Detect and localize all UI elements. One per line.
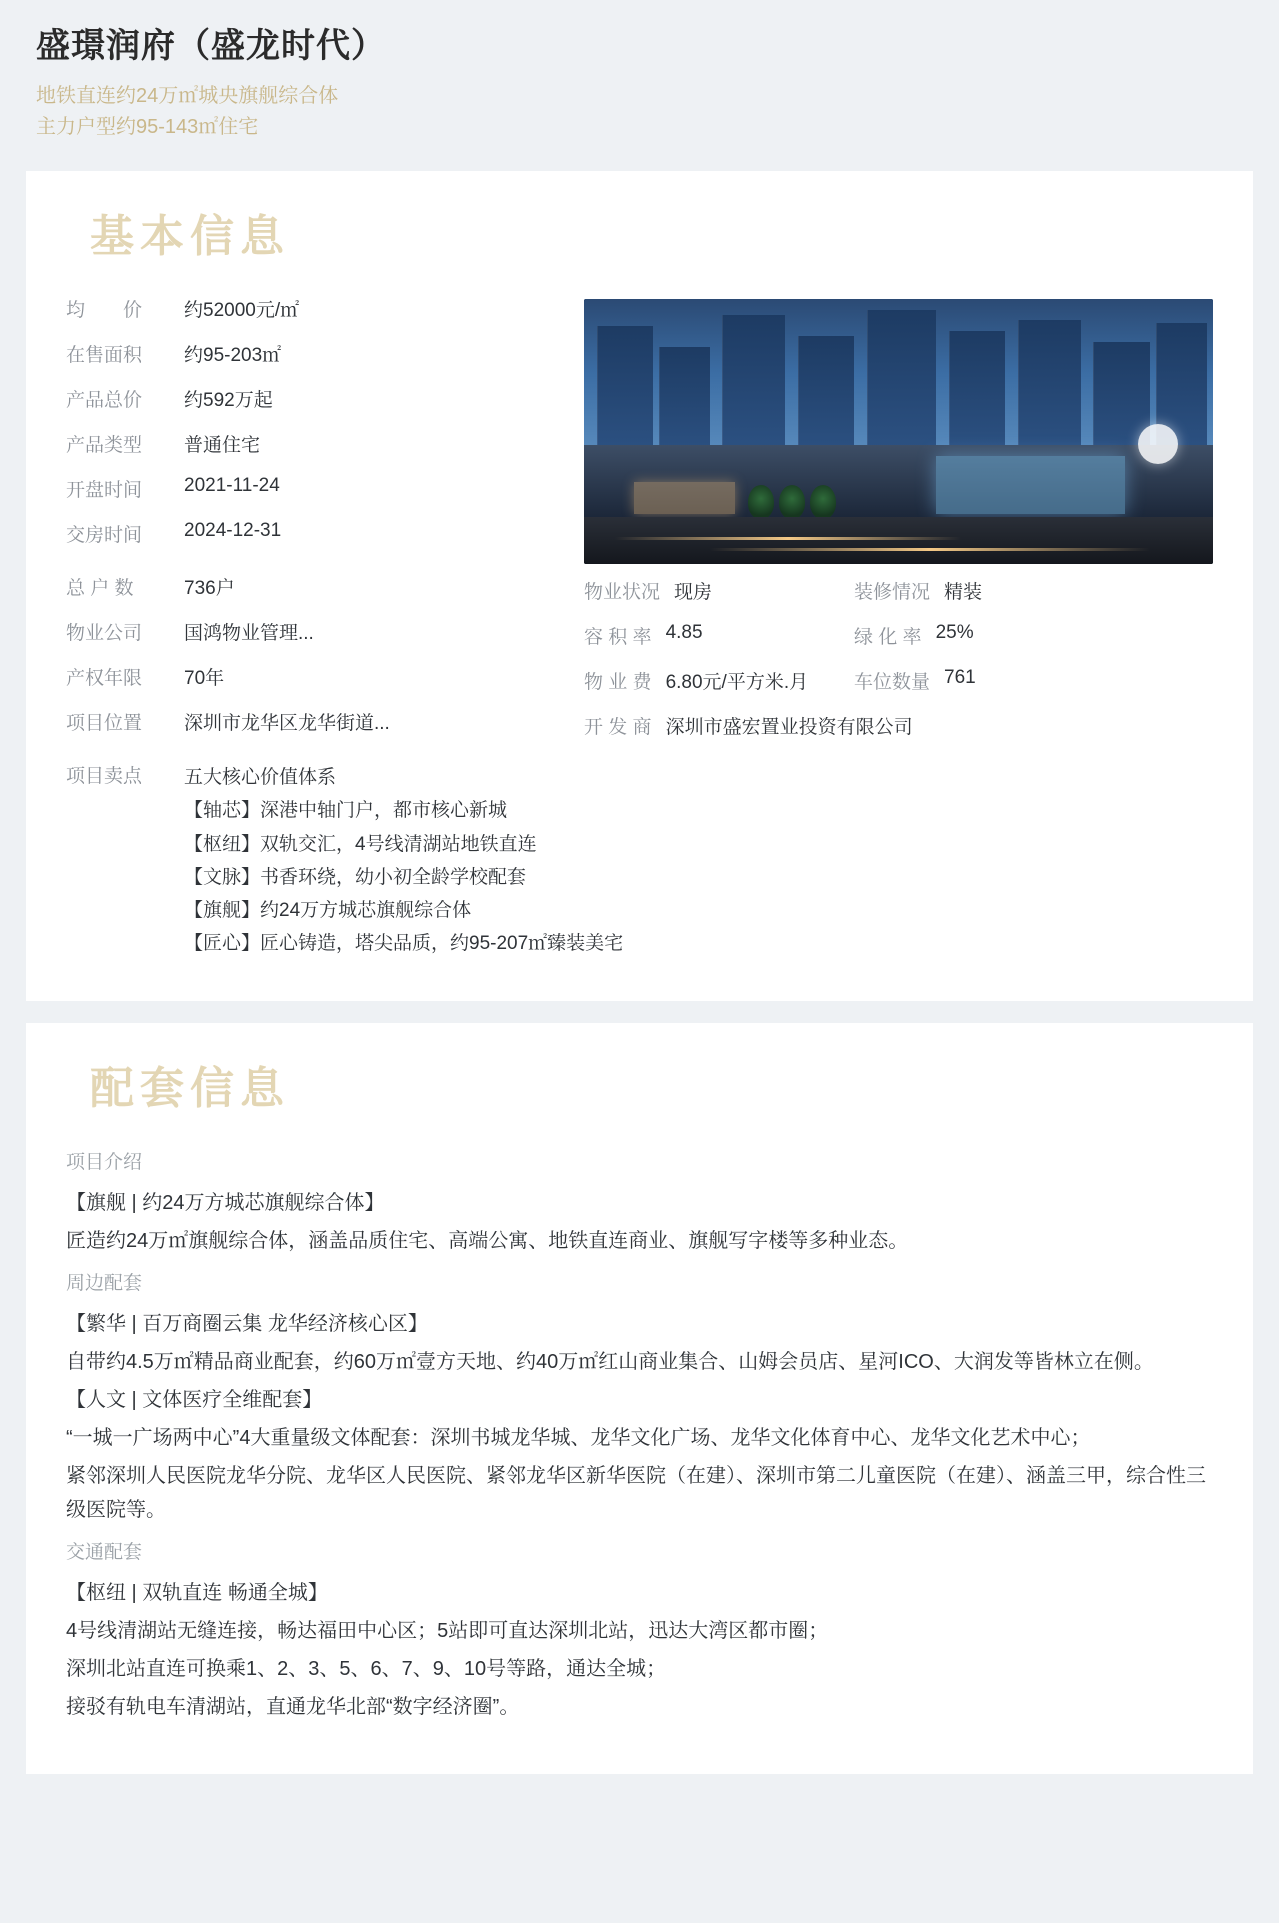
info-label: 产品总价	[66, 390, 143, 412]
group-paragraph: 【旗舰 | 约24万方城芯旗舰综合体】	[66, 1192, 385, 1215]
group-paragraph: 自带约4.5万㎡精品商业配套，约60万㎡壹方天地、约40万㎡红山商业集合、山姆会员店、星河ICO、大润发等皆林立在侧。	[66, 1351, 1154, 1374]
group-paragraph: 【繁华 | 百万商圈云集 龙华经济核心区】	[66, 1313, 428, 1336]
selling-points-body	[184, 761, 623, 961]
info-value: 国鸿物业管理...	[184, 623, 314, 645]
info-row	[66, 430, 566, 457]
basic-info-card	[26, 171, 1253, 1001]
group-paragraph: 匠造约24万㎡旗舰综合体，涵盖品质住宅、高端公寓、地铁直连商业、旗舰写字楼等多种业态。	[66, 1230, 909, 1253]
selling-point-line: 【轴芯】深港中轴门户，都市核心新城	[184, 800, 508, 822]
basic-info-body	[66, 295, 1213, 565]
info-value: 深圳市盛宏置业投资有限公司	[665, 717, 913, 739]
selling-point-line: 【文脉】书香环绕，幼小初全龄学校配套	[184, 866, 527, 888]
info-cell	[584, 577, 854, 604]
info-value: 6.80元/平方米.月	[665, 672, 809, 694]
page-header	[0, 0, 1279, 161]
glass-facade	[634, 482, 735, 514]
group-paragraph: 【人文 | 文体医疗全维配套】	[66, 1389, 323, 1412]
info-label: 开 发 商	[584, 717, 652, 739]
tree-shape	[810, 485, 836, 519]
group-heading: 项目介绍	[66, 1152, 143, 1174]
info-label: 产品类型	[66, 435, 143, 457]
page-subtitle	[36, 81, 1243, 143]
info-label: 物业状况	[584, 582, 661, 604]
info-label: 在售面积	[66, 345, 143, 367]
selling-point-line: 【旗舰】约24万方城芯旗舰综合体	[184, 900, 472, 922]
group-heading: 周边配套	[66, 1273, 143, 1295]
info-row	[66, 520, 566, 547]
selling-point-line: 【匠心】匠心铸造，塔尖品质，约95-207㎡臻装美宅	[184, 933, 624, 955]
info-cell	[584, 667, 854, 694]
info-row	[66, 295, 566, 322]
page-title: 盛璟润府（盛龙时代）	[36, 27, 386, 65]
subtitle-line-2: 主力户型约95-143㎡住宅	[36, 115, 259, 138]
info-cell	[854, 577, 982, 604]
matching-group	[66, 1147, 1213, 1258]
info-row	[66, 618, 566, 645]
info-value: 4.85	[665, 622, 703, 644]
info-value: 2021-11-24	[184, 475, 280, 497]
info-value: 70年	[184, 668, 225, 690]
basic-info-title: 基本信息	[90, 211, 290, 261]
info-label: 产权年限	[66, 668, 143, 690]
info-label: 容 积 率	[584, 627, 652, 649]
info-label: 车位数量	[854, 672, 931, 694]
group-heading: 交通配套	[66, 1542, 143, 1564]
light-streak	[710, 548, 1150, 551]
group-paragraph: 【枢纽 | 双轨直连 畅通全城】	[66, 1582, 328, 1605]
info-value: 25%	[935, 622, 974, 644]
info-row	[66, 663, 566, 690]
info-row	[66, 573, 566, 600]
tree-shape	[779, 485, 805, 519]
group-paragraph: 接驳有轨电车清湖站，直通龙华北部“数字经济圈”。	[66, 1696, 520, 1719]
subtitle-line-1: 地铁直连约24万㎡城央旗舰综合体	[36, 84, 339, 107]
matching-group	[66, 1537, 1213, 1724]
selling-points-label: 项目卖点	[66, 766, 143, 788]
info-value: 深圳市龙华区龙华街道...	[184, 713, 390, 735]
info-grid-row	[584, 667, 1213, 694]
group-paragraph: 紧邻深圳人民医院龙华分院、龙华区人民医院、紧邻龙华区新华医院（在建）、深圳市第二儿童医院（在建）、涵盖三甲，综合性三级医院等。	[66, 1465, 1206, 1522]
info-value: 精装	[944, 582, 983, 604]
selling-point-line: 五大核心价值体系	[184, 767, 337, 789]
basic-info-bottom-left	[66, 573, 566, 753]
info-cell	[854, 667, 976, 694]
info-cell	[584, 712, 913, 739]
info-label: 物 业 费	[584, 672, 652, 694]
group-paragraph: 深圳北站直连可换乘1、2、3、5、6、7、9、10号等路，通达全城；	[66, 1658, 667, 1681]
info-label: 物业公司	[66, 623, 143, 645]
basic-info-right-column	[566, 295, 1213, 564]
info-grid-row	[584, 712, 1213, 739]
info-value: 761	[944, 667, 976, 689]
info-label: 绿 化 率	[854, 627, 922, 649]
matching-info-title: 配套信息	[90, 1063, 290, 1113]
basic-info-left-column	[66, 295, 566, 565]
info-label: 开盘时间	[66, 480, 143, 502]
tree-shape	[748, 485, 774, 519]
selling-points	[66, 761, 1213, 961]
light-streak	[615, 537, 961, 540]
info-value: 736户	[184, 578, 235, 600]
info-cell	[854, 622, 974, 649]
info-row	[66, 475, 566, 502]
info-row	[66, 340, 566, 367]
info-value: 2024-12-31	[184, 520, 282, 542]
info-label: 项目位置	[66, 713, 143, 735]
basic-info-bottom-right	[566, 573, 1213, 757]
info-value: 约52000元/㎡	[184, 300, 300, 322]
info-grid-row	[584, 577, 1213, 604]
building-logo-badge	[1138, 424, 1178, 464]
info-row	[66, 385, 566, 412]
selling-point-line: 【枢纽】双轨交汇，4号线清湖站地铁直连	[184, 833, 537, 855]
info-grid-row	[584, 622, 1213, 649]
info-label: 装修情况	[854, 582, 931, 604]
road-layer	[584, 517, 1213, 565]
info-value: 约95-203㎡	[184, 345, 282, 367]
info-cell	[584, 622, 854, 649]
glass-facade	[936, 456, 1125, 514]
info-row	[66, 708, 566, 735]
info-value: 约592万起	[184, 390, 273, 412]
matching-info-card	[26, 1023, 1253, 1774]
info-value: 普通住宅	[184, 435, 261, 457]
group-paragraph: 4号线清湖站无缝连接，畅达福田中心区；5站即可直达深圳北站，迅达大湾区都市圈；	[66, 1620, 829, 1643]
matching-group	[66, 1268, 1213, 1527]
group-paragraph: “一城一广场两中心”4大重量级文体配套：深圳书城龙华城、龙华文化广场、龙华文化体育中心、龙华文化艺术中心；	[66, 1427, 1091, 1450]
info-label: 总 户 数	[66, 578, 134, 600]
info-label: 交房时间	[66, 525, 143, 547]
basic-info-bottom	[66, 573, 1213, 757]
info-value: 现房	[674, 582, 713, 604]
info-label: 均 价	[66, 300, 143, 322]
project-rendering-image	[584, 299, 1213, 564]
